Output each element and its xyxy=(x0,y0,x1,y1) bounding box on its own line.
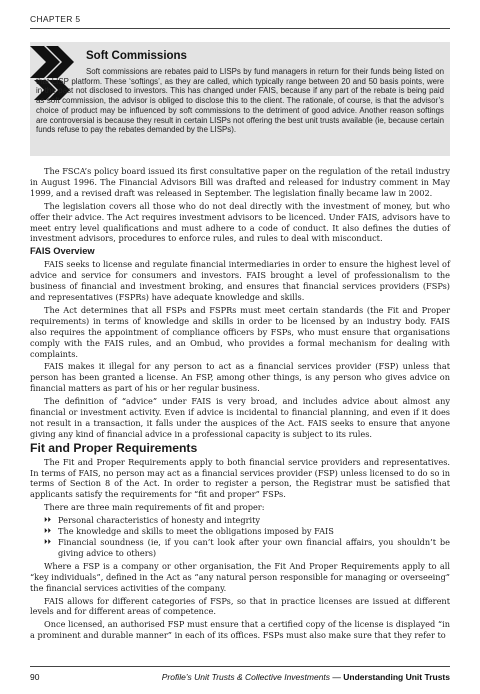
paragraph: The Fit and Proper Requirements apply to both financial service providers and representatives. In terms of FAIS, no person may act as a financial services provider (FSP) unless licensed to do so in terms of Section 8 of the Act. In order to register a person, the Registrar must be satisfied that applicants satisfy the requirements for “fit and proper” FSPs. xyxy=(30,456,450,500)
footer-book-title: Profile’s Unit Trusts & Collective Investments — Understanding Unit Trusts xyxy=(161,672,450,682)
chapter-label: CHAPTER 5 xyxy=(30,14,81,24)
soft-commissions-sidebar xyxy=(30,42,450,156)
header-rule xyxy=(30,28,450,29)
page-number: 90 xyxy=(30,672,40,682)
double-arrow-icon: ⏵⏵ xyxy=(44,516,51,525)
sidebar-title: Soft Commissions xyxy=(86,50,187,62)
list-item: ⏵⏵ Financial soundness (ie, if you can’t look after your own financial affairs, you shouldn’t be giving advice to others) xyxy=(44,537,450,558)
list-item: ⏵⏵ Personal characteristics of honesty and integrity xyxy=(44,515,261,526)
footer-book-subtitle: Understanding Unit Trusts xyxy=(343,672,450,682)
paragraph: The FSCA’s policy board issued its first consultative paper on the regulation of the retail industry in August 1996. The Financial Advisors Bill was drafted and released for industry comment in May 1999, and a revised draft was released in September. The legislation finally became law in 2002. xyxy=(30,166,450,198)
heading-fais-overview: FAIS Overview xyxy=(30,246,95,257)
double-arrow-icon: ⏵⏵ xyxy=(44,527,51,536)
heading-fit-and-proper: Fit and Proper Requirements xyxy=(30,440,198,455)
paragraph: FAIS makes it illegal for any person to act as a financial services provider (FSP) unless that person has been granted a license. An FSP, among other things, is any person who gives advice on financial matters as part of his or her regular business. xyxy=(30,361,450,394)
paragraph: There are three main requirements of fit and proper: xyxy=(44,502,265,513)
double-arrow-icon: ⏵⏵ xyxy=(44,538,51,546)
paragraph: The Act determines that all FSPs and FSPRs must meet certain standards (the Fit and Proper requirements) in terms of knowledge and skills in order to be licensed by an industry body. FAIS also requires the appointment of compliance officers by FSPs, who must ensure that organisations comply with the FAIS rules, and an Ombud, who provides a formal mechanism for dealing with complaints. xyxy=(30,304,450,359)
requirements-list xyxy=(44,515,450,559)
paragraph: FAIS seeks to license and regulate financial intermediaries in order to ensure the highest level of advice and service for consumers and investors. FAIS brought a level of professionalism to the business of financial and investment broking, and ensures that financial services providers (FSPs) and representatives (FSPRs) have adequate knowledge and skills. xyxy=(30,259,450,302)
sidebar-text: Soft commissions are rebates paid to LISPs by fund managers in return for their funds being listed on that LISP platform. These ‘softings’, as they are called, which typically range between 20 and 50 basis points, were in the past not disclosed to investors. This has changed under FAIS, because if any part of the rebate is being paid as soft commission, the advisor is obliged to disclose this to the client. The rationale, of course, is that the advisor’s choice of product may be influenced by soft commissions to the detriment of good advice. Another reason softings are controversial is because they result in certain LISPs not offering the best unit trusts available (ie, because certain funds refuse to pay the rebates demanded by the LISPs). xyxy=(36,67,444,135)
paragraph: The definition of “advice” under FAIS is very broad, and includes advice about almost any financial or investment activity. Even if advice is incidental to financial planning, and even if it does not result in a transaction, it falls under the auspices of the Act. FAIS seeks to ensure that anyone giving any kind of financial advice in a professional capacity is subject to its rules. xyxy=(30,396,450,439)
paragraph: FAIS allows for different categories of FSPs, so that in practice licenses are issued at different levels and for different areas of competence. xyxy=(30,595,450,617)
paragraph: Once licensed, an authorised FSP must ensure that a certified copy of the license is displayed “in a prominent and durable manner” in each of its offices. FSPs must also make sure that they refer to xyxy=(30,619,450,641)
list-item: ⏵⏵ The knowledge and skills to meet the obligations imposed by FAIS xyxy=(44,526,334,537)
footer-rule xyxy=(30,666,450,667)
paragraph: The legislation covers all those who do not deal directly with the investment of money, but who offer their advice. The Act requires investment advisors to be licenced. Under FAIS, advisors have to meet entry level qualifications and must adhere to a code of conduct. It also defines the duties of investment advisors, procedures to enforce rules, and rules to deal with misconduct. xyxy=(30,200,450,244)
paragraph: Where a FSP is a company or other organisation, the Fit And Proper Requirements apply to all “key individuals”, defined in the Act as “any natural person responsible for managing or overseeing” the financial services activities of the company. xyxy=(30,560,450,593)
main-content xyxy=(30,166,450,643)
